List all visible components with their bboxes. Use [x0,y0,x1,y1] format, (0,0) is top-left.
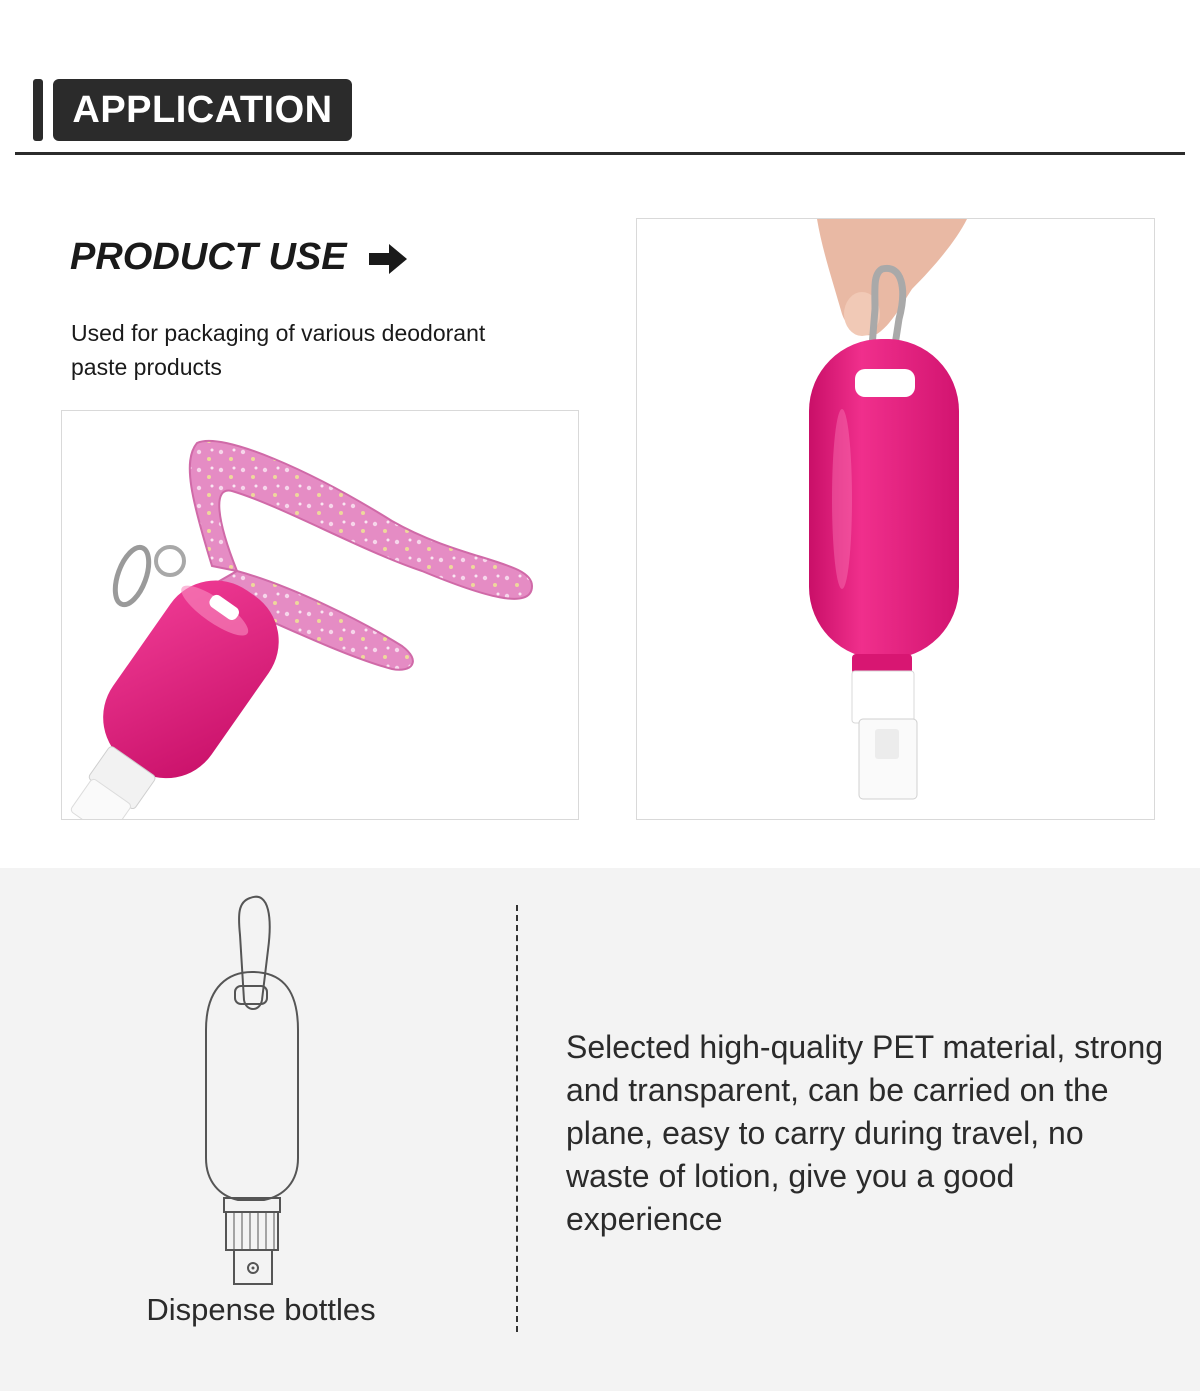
right-arrow-icon [367,240,409,278]
diagram-caption: Dispense bottles [146,1292,376,1327]
header-accent-bar [33,79,43,141]
bottle-lanyard-photo [61,410,579,820]
dispense-bottle-diagram [180,890,340,1290]
product-use-description: Used for packaging of various deodorant paste products [71,320,486,380]
header-divider [15,152,1185,155]
feature-description: Selected high-quality PET material, strong and transparent, can be carried on the plane, easy to carry during travel, no waste of lotion, give you a good experience [566,1029,1164,1237]
product-use-title: PRODUCT USE [70,236,347,278]
bottle-lanyard-illustration [62,411,579,820]
section-title: APPLICATION [53,79,352,141]
bottle-held-photo [636,218,1155,820]
bottle-held-illustration [637,219,1155,820]
dashed-divider [516,905,518,1332]
